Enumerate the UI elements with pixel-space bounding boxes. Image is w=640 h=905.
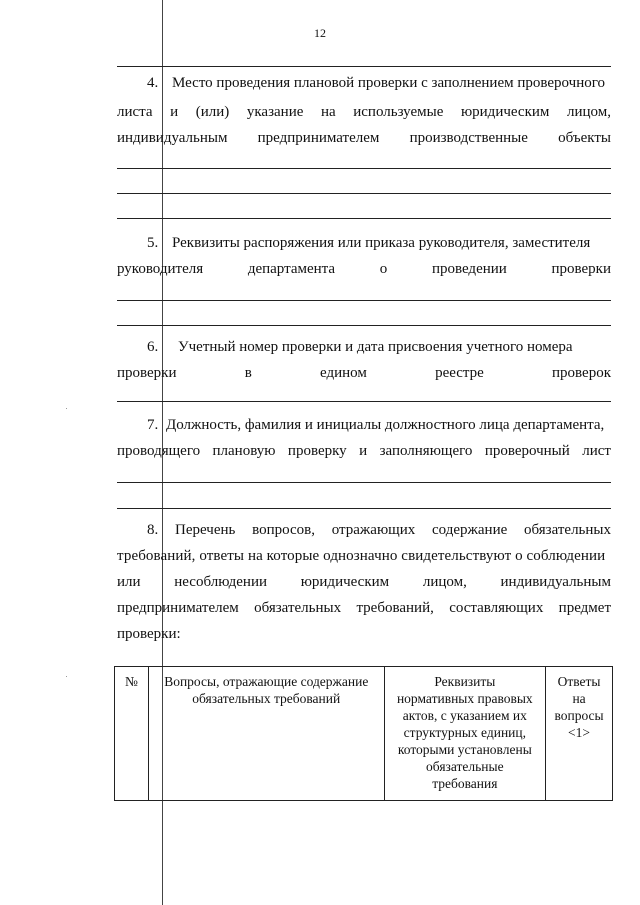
word: проведении xyxy=(431,261,507,277)
word: юридическим xyxy=(300,574,390,590)
section-5-number: 5. xyxy=(147,235,159,251)
word: и xyxy=(359,443,368,459)
header-line: структурных единиц, xyxy=(403,725,526,740)
header-line: № xyxy=(125,674,138,689)
word: и xyxy=(170,104,179,120)
word: проверочный xyxy=(484,443,570,459)
word: заполняющего xyxy=(379,443,473,459)
blank-rule xyxy=(117,66,611,67)
blank-rule xyxy=(117,168,611,169)
word: индивидуальным xyxy=(117,130,228,146)
word: на xyxy=(320,104,336,120)
section-5-line-2 xyxy=(117,259,611,279)
header-line: Реквизиты xyxy=(434,674,496,689)
header-line: на xyxy=(572,691,586,706)
blank-rule xyxy=(117,300,611,301)
word: реестре xyxy=(435,365,484,381)
word: департамента xyxy=(247,261,336,277)
blank-rule xyxy=(117,508,611,509)
section-8-line-3 xyxy=(117,572,611,592)
section-4-line-3 xyxy=(117,128,611,148)
word: индивидуальным xyxy=(500,574,611,590)
questions-table xyxy=(114,666,613,801)
word: производственные xyxy=(409,130,528,146)
word: проверку xyxy=(287,443,347,459)
word: составляющих xyxy=(449,600,544,616)
header-line: Ответы xyxy=(557,674,601,689)
word: в xyxy=(244,365,252,381)
section-6-line-2 xyxy=(117,363,611,383)
word: указание xyxy=(246,104,304,120)
word: содержание xyxy=(432,522,508,538)
word: проверки xyxy=(551,261,611,277)
header-line: обязательные xyxy=(426,759,504,774)
section-7-line-2 xyxy=(117,441,611,461)
word: (или) xyxy=(195,104,230,120)
section-4-number: 4. xyxy=(147,75,159,91)
word: проверок xyxy=(552,365,611,381)
word: лицом, xyxy=(566,104,611,120)
header-line: нормативных правовых xyxy=(396,691,533,706)
page-number: 12 xyxy=(314,26,326,40)
section-6-line-1 xyxy=(117,337,611,357)
section-5-text: Реквизиты распоряжения или приказа руководителя, заместителя xyxy=(172,235,591,251)
word: юридическим xyxy=(460,104,550,120)
header-legal-acts xyxy=(384,667,546,801)
section-5-line-1 xyxy=(117,233,611,253)
word: плановую xyxy=(212,443,276,459)
header-line: вопросы xyxy=(554,708,604,723)
word: или xyxy=(117,574,141,590)
section-4-text: Место проведения плановой проверки с заполнением проверочного xyxy=(172,75,606,91)
word: руководителя xyxy=(117,261,204,277)
header-line: Вопросы, отражающие содержание xyxy=(164,674,369,689)
blank-rule xyxy=(117,193,611,194)
section-4-line-1 xyxy=(117,73,611,93)
blank-rule xyxy=(117,218,611,219)
header-line: которыми установлены xyxy=(397,742,532,757)
section-6-text: Учетный номер проверки и дата присвоения учетного номера xyxy=(178,339,573,355)
header-questions xyxy=(148,667,384,801)
word: проводящего xyxy=(117,443,201,459)
header-answers xyxy=(546,667,613,801)
section-8-line-1 xyxy=(117,520,611,540)
section-4-line-2 xyxy=(117,102,611,122)
header-line: <1> xyxy=(568,725,591,740)
blank-rule xyxy=(117,482,611,483)
word: лист xyxy=(582,443,611,459)
word: используемые xyxy=(353,104,444,120)
table-header-row xyxy=(115,667,613,801)
word: едином xyxy=(320,365,367,381)
section-8-number: 8. xyxy=(147,522,159,538)
word: требований, xyxy=(356,600,434,616)
word: объекты xyxy=(558,130,611,146)
section-7-number: 7. xyxy=(147,417,159,433)
header-line: обязательных требований xyxy=(192,691,341,706)
word: обязательных xyxy=(254,600,342,616)
scan-speck xyxy=(66,676,67,677)
blank-rule xyxy=(117,401,611,402)
word: листа xyxy=(117,104,153,120)
word: вопросов, xyxy=(252,522,315,538)
word: отражающих xyxy=(331,522,416,538)
scan-speck xyxy=(66,408,67,409)
section-7-text: Должность, фамилия и инициалы должностного лица департамента, xyxy=(166,417,605,433)
section-8-line-5: проверки: xyxy=(117,626,181,642)
word: обязательных xyxy=(524,522,611,538)
header-number xyxy=(115,667,149,801)
word: лицом, xyxy=(422,574,467,590)
section-6-number: 6. xyxy=(147,339,159,355)
word: проверки xyxy=(117,365,177,381)
word: Перечень xyxy=(175,522,236,538)
blank-rule xyxy=(117,325,611,326)
section-8-line-2: требований, ответы на которые однозначно свидетельствуют о соблюдении xyxy=(117,548,606,564)
section-8-line-4 xyxy=(117,598,611,618)
word: несоблюдении xyxy=(174,574,268,590)
word: предмет xyxy=(558,600,611,616)
word: предпринимателем xyxy=(257,130,380,146)
header-line: актов, с указанием их xyxy=(402,708,527,723)
section-7-line-1 xyxy=(117,415,611,435)
header-line: требования xyxy=(432,776,498,791)
word: о xyxy=(379,261,388,277)
word: предпринимателем xyxy=(117,600,239,616)
